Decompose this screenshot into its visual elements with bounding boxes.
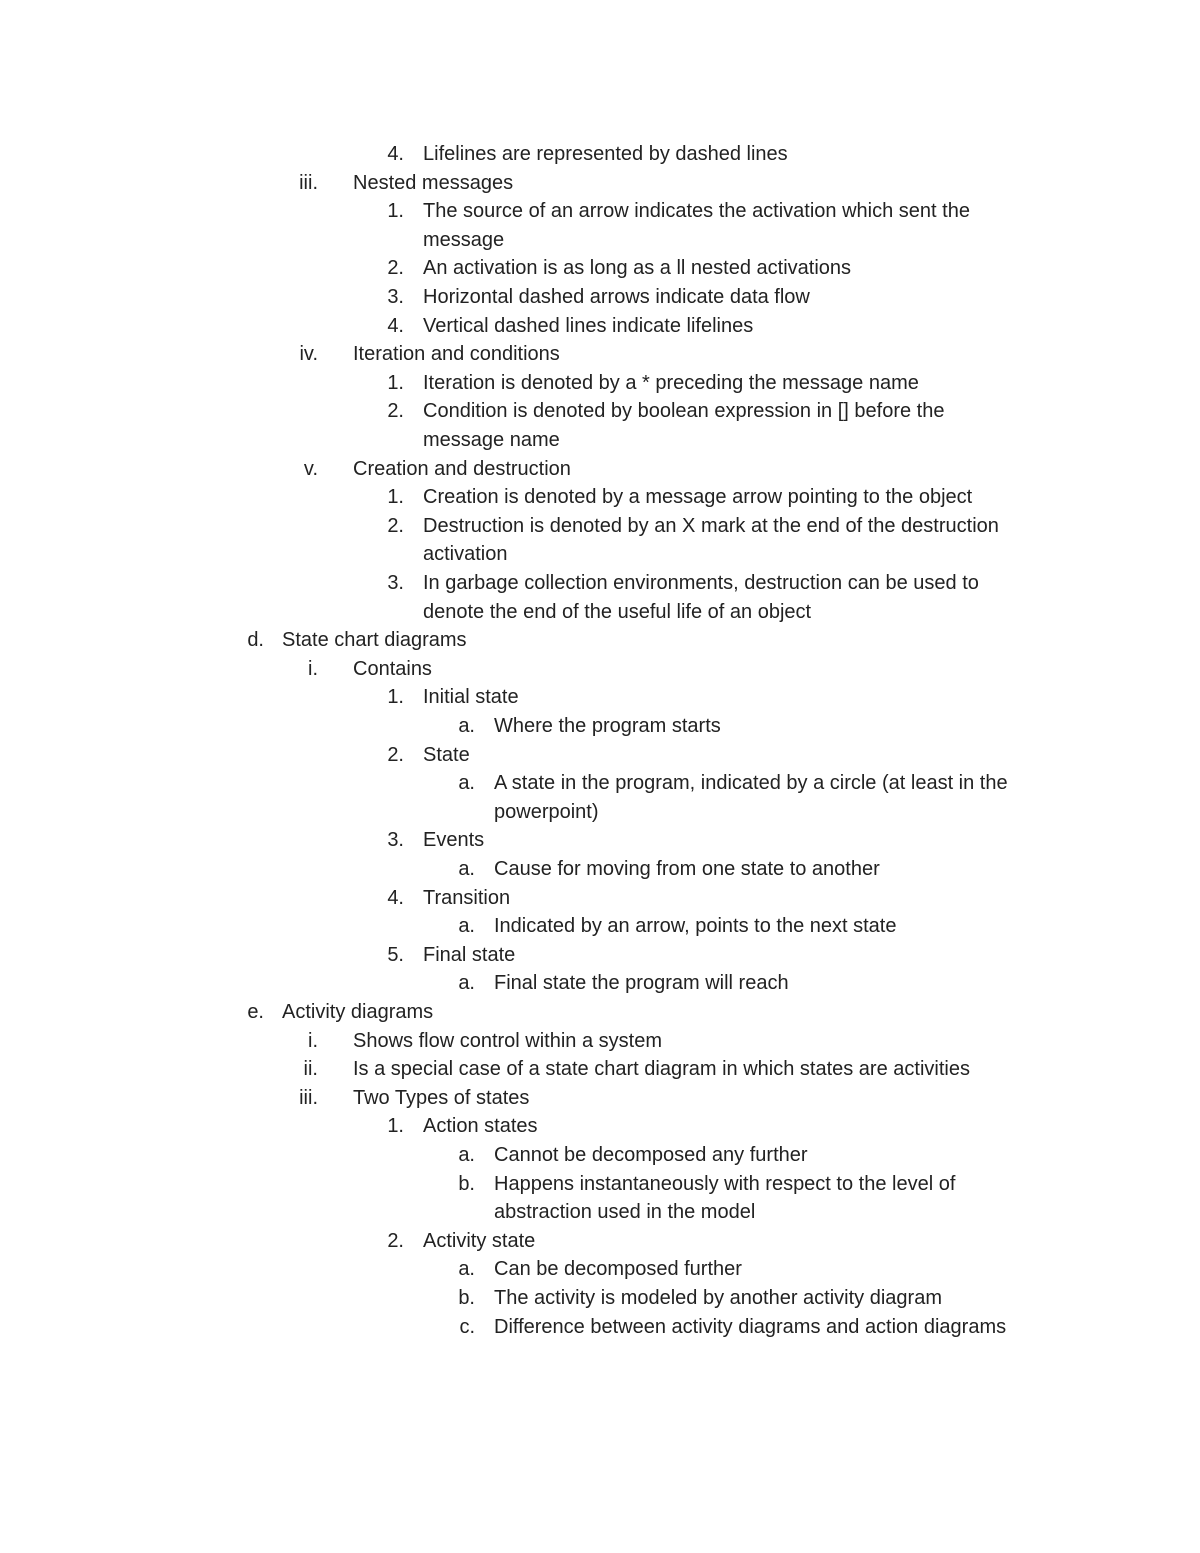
list-marker: 4.: [387, 314, 404, 337]
outline-line: [0, 197, 1200, 225]
list-marker: c.: [459, 1315, 475, 1338]
outline-line: [0, 340, 1200, 368]
line-text: message name: [423, 429, 560, 451]
line-text: Condition is denoted by boolean expression in [] before the: [423, 400, 945, 423]
outline-line: [0, 941, 1200, 969]
line-text: Destruction is denoted by an X mark at the end of the destruction: [423, 514, 999, 537]
list-marker: a.: [458, 1144, 475, 1166]
outline-line: [0, 741, 1200, 769]
outline-line: [0, 1084, 1200, 1112]
outline-line: [0, 569, 1200, 597]
list-marker: 3.: [387, 829, 404, 852]
line-text: Happens instantaneously with respect to the level of: [494, 1172, 956, 1195]
list-marker: a.: [458, 858, 475, 880]
outline-line: [0, 1141, 1200, 1169]
line-text: Final state the program will reach: [494, 972, 789, 995]
list-marker: 1.: [387, 686, 404, 709]
line-text: Creation is denoted by a message arrow pointing to the object: [423, 486, 973, 509]
list-marker: e.: [247, 1001, 264, 1023]
outline-line: [0, 169, 1200, 197]
outline-line: [0, 283, 1200, 311]
line-text: Lifelines are represented by dashed lines: [423, 143, 788, 165]
list-marker: b.: [458, 1172, 475, 1195]
line-text: Indicated by an arrow, points to the next state: [494, 915, 897, 938]
list-marker: iii.: [299, 1086, 318, 1109]
line-text: Events: [423, 829, 485, 852]
line-text: Transition: [423, 886, 511, 909]
outline-line: [0, 540, 1200, 568]
line-text: The source of an arrow indicates the activation which sent the: [423, 200, 970, 223]
list-marker: 1.: [387, 371, 404, 394]
outline-line: [0, 369, 1200, 397]
outline-line: [0, 1313, 1200, 1341]
outline-line: [0, 969, 1200, 997]
list-marker: 1.: [387, 486, 404, 509]
outline-line: [0, 683, 1200, 711]
line-text: Contains: [353, 657, 432, 680]
line-text: Action states: [423, 1115, 538, 1138]
line-text: In garbage collection environments, destruction can be used to: [423, 572, 979, 594]
list-marker: a.: [458, 1258, 475, 1281]
list-marker: 3.: [387, 572, 404, 594]
list-marker: i.: [308, 657, 318, 680]
line-text: message: [423, 228, 505, 251]
outline-line: [0, 1255, 1200, 1283]
outline-line: [0, 140, 1200, 168]
outline-line: [0, 655, 1200, 683]
line-text: Two Types of states: [353, 1086, 530, 1109]
list-marker: v.: [303, 457, 318, 480]
line-text: Can be decomposed further: [494, 1258, 742, 1281]
outline-line: [0, 598, 1200, 626]
list-marker: 3.: [387, 286, 404, 308]
line-text: A state in the program, indicated by a circle (at least in the: [494, 772, 1008, 795]
list-marker: ii.: [303, 1058, 318, 1081]
list-marker: 5.: [387, 943, 404, 966]
list-marker: a.: [458, 715, 475, 737]
line-text: Activity state: [423, 1229, 536, 1252]
list-marker: iv.: [299, 343, 318, 366]
line-text: Cannot be decomposed any further: [494, 1144, 808, 1166]
line-text: Difference between activity diagrams and action diagrams: [494, 1315, 1007, 1338]
line-text: Vertical dashed lines indicate lifelines: [423, 314, 754, 337]
list-marker: 2.: [387, 400, 404, 423]
outline-line: [0, 1055, 1200, 1083]
outline-line: [0, 312, 1200, 340]
outline-line: [0, 1227, 1200, 1255]
outline-line: [0, 226, 1200, 254]
list-marker: 1.: [387, 200, 404, 223]
line-text: Nested messages: [353, 171, 514, 194]
list-marker: 2.: [387, 743, 404, 766]
line-text: State chart diagrams: [282, 629, 467, 652]
outline-line: [0, 798, 1200, 826]
list-marker: a.: [458, 772, 475, 795]
outline-line: [0, 1284, 1200, 1312]
line-text: activation: [423, 543, 508, 566]
line-text: Horizontal dashed arrows indicate data flow: [423, 286, 810, 308]
list-marker: 4.: [387, 143, 404, 165]
outline-line: [0, 1112, 1200, 1140]
list-marker: a.: [458, 915, 475, 938]
line-text: denote the end of the useful life of an object: [423, 600, 812, 623]
outline-line: [0, 426, 1200, 454]
list-marker: 2.: [387, 1229, 404, 1252]
list-marker: 2.: [387, 514, 404, 537]
list-marker: b.: [458, 1287, 475, 1309]
outline-line: [0, 512, 1200, 540]
outline-line: [0, 1170, 1200, 1198]
line-text: Iteration is denoted by a * preceding the message name: [423, 371, 919, 394]
list-marker: d.: [247, 629, 264, 652]
line-text: abstraction used in the model: [494, 1201, 756, 1224]
list-marker: a.: [458, 972, 475, 995]
line-text: Cause for moving from one state to another: [494, 858, 880, 880]
outline-line: [0, 397, 1200, 425]
line-text: Initial state: [423, 686, 519, 709]
outline-line: [0, 1027, 1200, 1055]
line-text: State: [423, 743, 470, 766]
outline-line: [0, 626, 1200, 654]
line-text: Final state: [423, 943, 516, 966]
line-text: Shows flow control within a system: [353, 1029, 663, 1052]
outline-line: [0, 455, 1200, 483]
outline-line: [0, 912, 1200, 940]
outline-line: [0, 855, 1200, 883]
outline-line: [0, 826, 1200, 854]
line-text: Is a special case of a state chart diagram in which states are activities: [353, 1058, 970, 1081]
outline-line: [0, 1198, 1200, 1226]
line-text: Creation and destruction: [353, 457, 571, 480]
line-text: Activity diagrams: [282, 1001, 434, 1023]
outline-line: [0, 712, 1200, 740]
list-marker: 2.: [387, 257, 404, 280]
outline-line: [0, 998, 1200, 1026]
outline-line: [0, 769, 1200, 797]
line-text: Where the program starts: [494, 715, 721, 737]
line-text: powerpoint): [494, 800, 599, 823]
list-marker: i.: [308, 1029, 318, 1052]
list-marker: iii.: [299, 171, 318, 194]
line-text: The activity is modeled by another activity diagram: [494, 1287, 942, 1309]
outline-line: [0, 483, 1200, 511]
line-text: Iteration and conditions: [353, 343, 560, 366]
list-marker: 4.: [387, 886, 404, 909]
outline-line: [0, 884, 1200, 912]
outline-line: [0, 254, 1200, 282]
line-text: An activation is as long as a ll nested activations: [423, 257, 852, 280]
list-marker: 1.: [387, 1115, 404, 1138]
